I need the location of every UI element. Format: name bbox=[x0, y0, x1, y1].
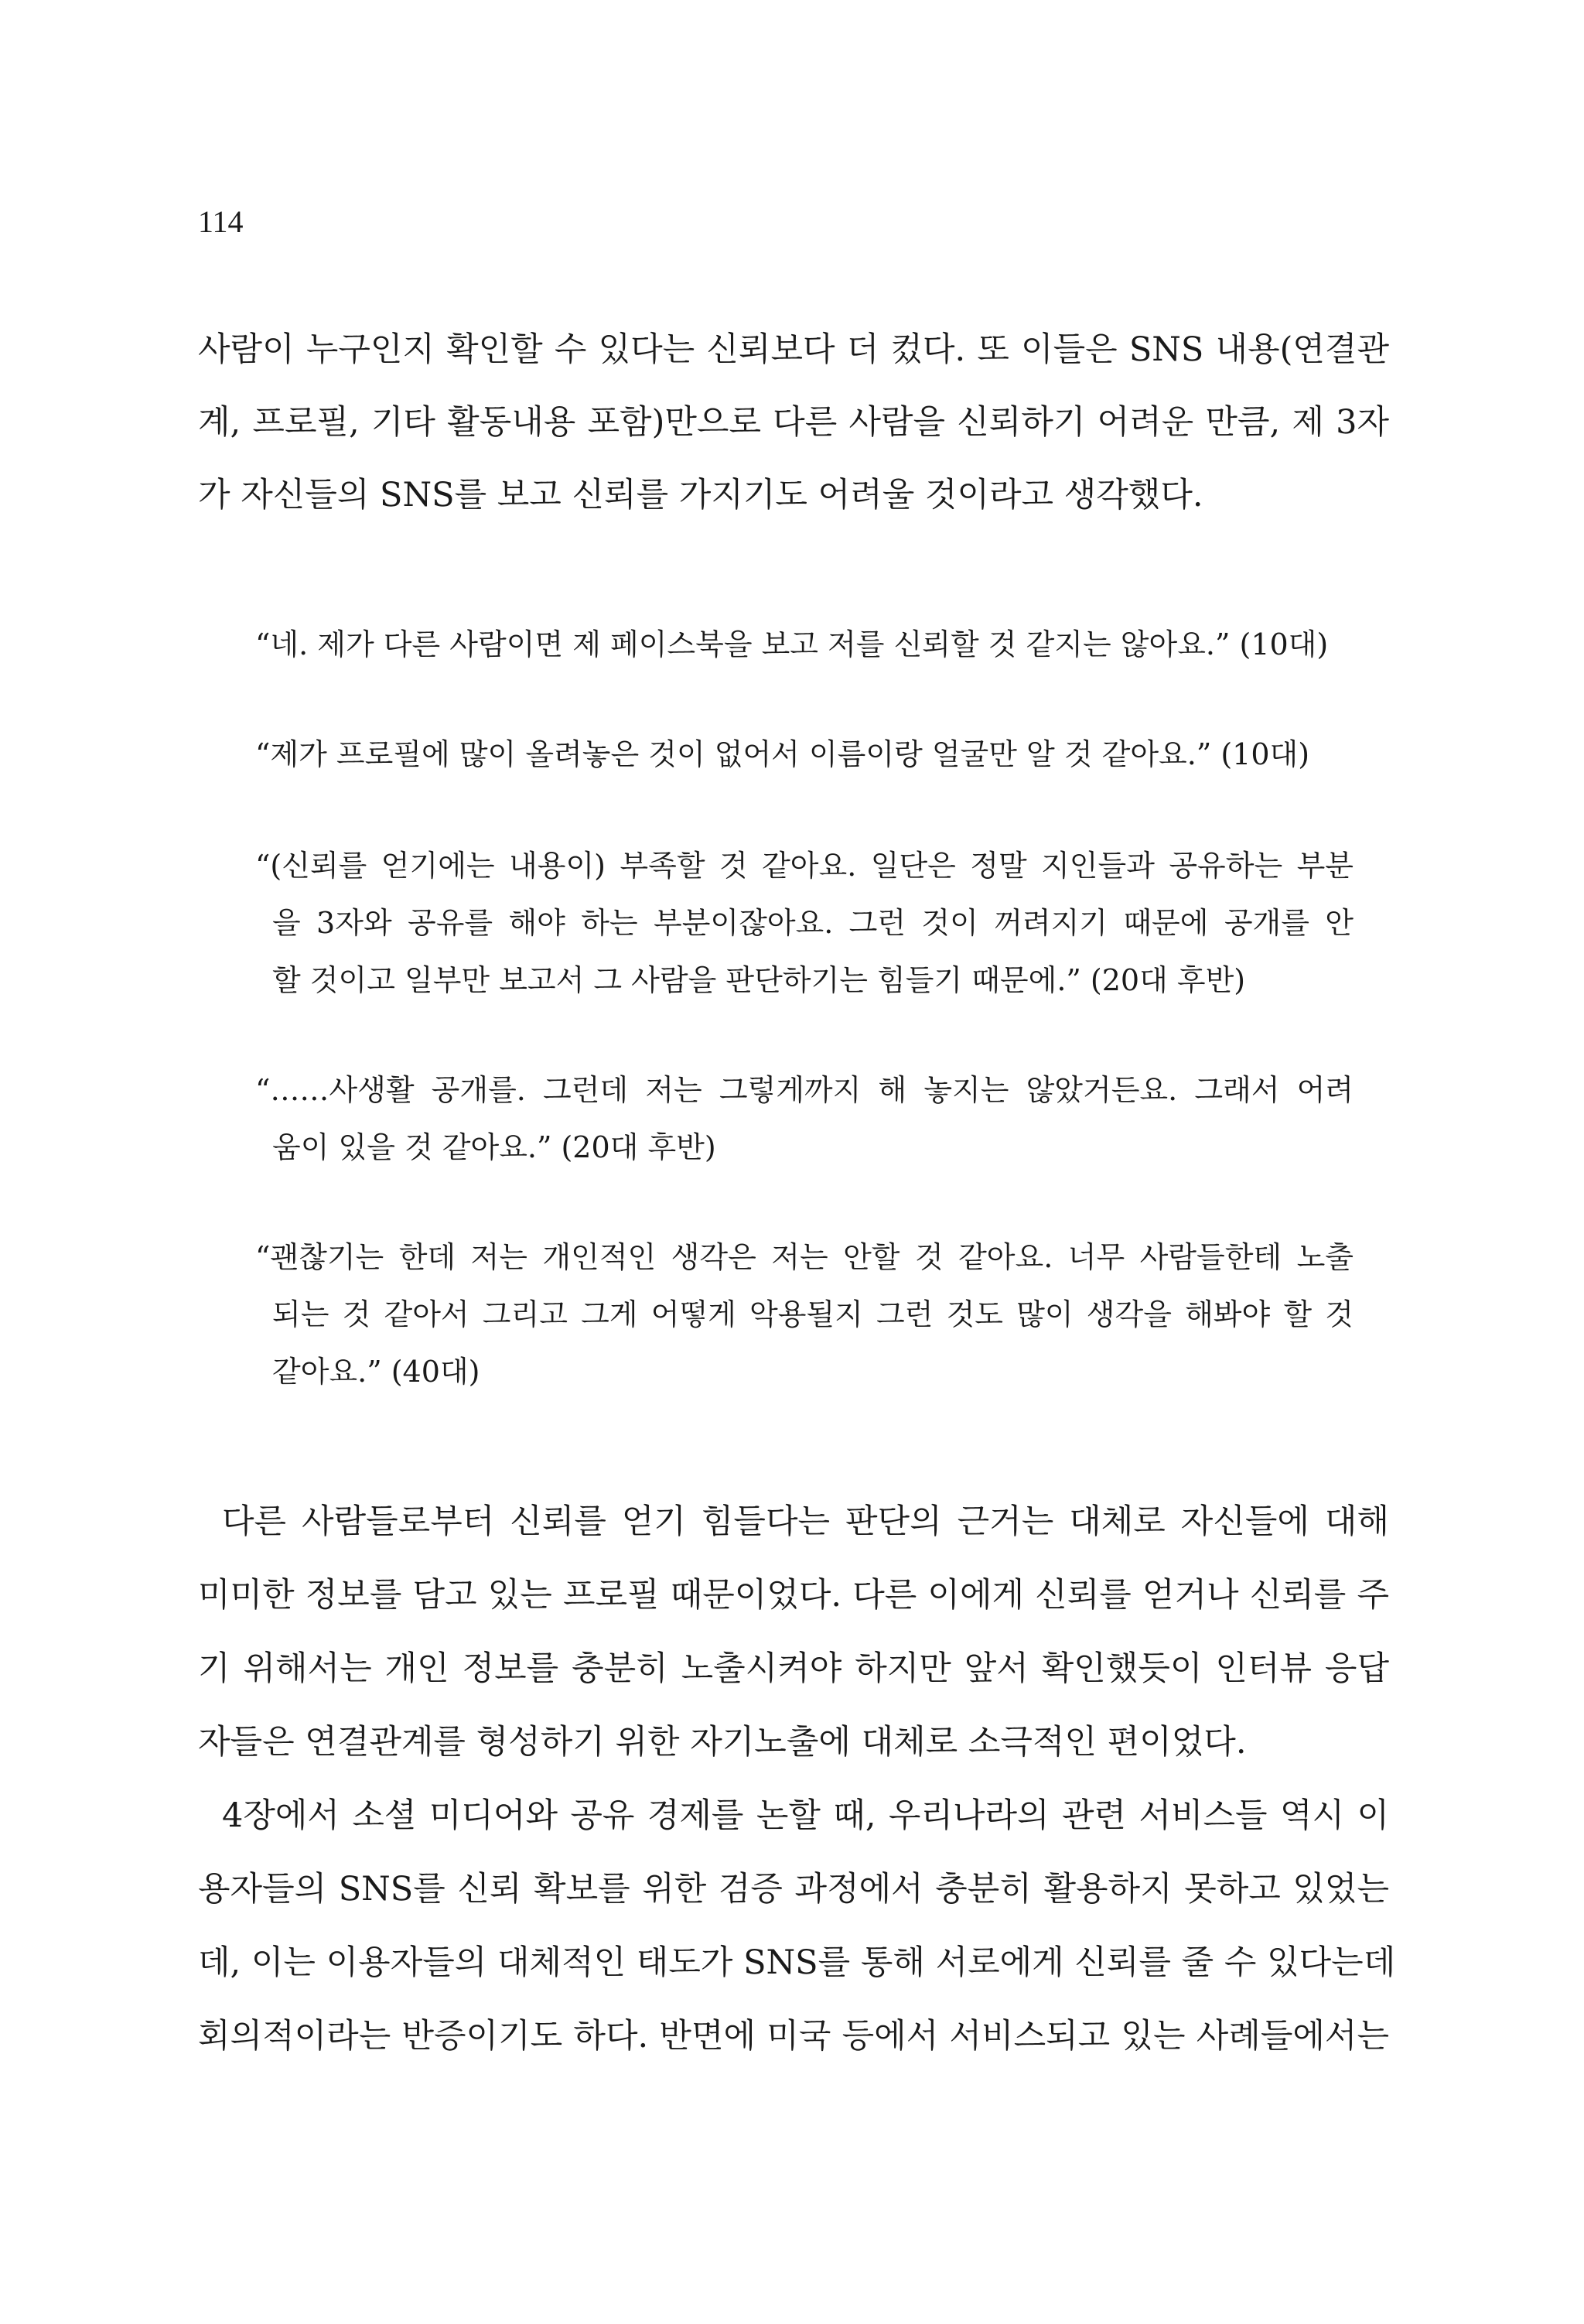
paragraph-line: 미미한 정보를 담고 있는 프로필 때문이었다. 다른 이에게 신뢰를 얻거나 신뢰를 주 bbox=[198, 1576, 1389, 1615]
quote-line: 같아요.” (40대) bbox=[272, 1355, 480, 1389]
quote-line: 을 3자와 공유를 해야 하는 부분이잖아요. 그런 것이 꺼려지기 때문에 공개를 안 bbox=[272, 906, 1354, 940]
page-number: 114 bbox=[198, 204, 244, 239]
paragraph-line: 가 자신들의 SNS를 보고 신뢰를 가지기도 어려울 것이라고 생각했다. bbox=[198, 476, 1203, 514]
paragraph-line: 데, 이는 이용자들의 대체적인 태도가 SNS를 통해 서로에게 신뢰를 줄 수 있다는데 bbox=[198, 1943, 1396, 1982]
quote-line: 되는 것 같아서 그리고 그게 어떻게 악용될지 그런 것도 많이 생각을 해봐야 할 것 bbox=[272, 1297, 1354, 1331]
paragraph-line: 다른 사람들로부터 신뢰를 얻기 힘들다는 판단의 근거는 대체로 자신들에 대해 bbox=[222, 1502, 1389, 1541]
paragraph-line: 4장에서 소셜 미디어와 공유 경제를 논할 때, 우리나라의 관련 서비스들 역시 이 bbox=[222, 1796, 1389, 1835]
quote-line: “……사생활 공개를. 그런데 저는 그렇게까지 해 놓지는 않았거든요. 그래서 어려 bbox=[255, 1073, 1354, 1107]
paragraph-line: 기 위해서는 개인 정보를 충분히 노출시켜야 하지만 앞서 확인했듯이 인터뷰 응답 bbox=[198, 1649, 1389, 1688]
quote-line: 할 것이고 일부만 보고서 그 사람을 판단하기는 힘들기 때문에.” (20대 후반) bbox=[272, 963, 1246, 997]
paragraph-line: 용자들의 SNS를 신뢰 확보를 위한 검증 과정에서 충분히 활용하지 못하고 있었는 bbox=[198, 1870, 1389, 1909]
quote-line: “괜찮기는 한데 저는 개인적인 생각은 저는 안할 것 같아요. 너무 사람들한테 노출 bbox=[255, 1240, 1354, 1274]
quote-line: “제가 프로필에 많이 올려놓은 것이 없어서 이름이랑 얼굴만 알 것 같아요.” (10대) bbox=[255, 737, 1310, 771]
quote-line: “네. 제가 다른 사람이면 제 페이스북을 보고 저를 신뢰할 것 같지는 않아요.” (10대) bbox=[255, 627, 1329, 661]
paragraph-line: 계, 프로필, 기타 활동내용 포함)만으로 다른 사람을 신뢰하기 어려운 만큼, 제 3자 bbox=[198, 403, 1389, 442]
paragraph-line: 사람이 누구인지 확인할 수 있다는 신뢰보다 더 컸다. 또 이들은 SNS 내용(연결관 bbox=[198, 330, 1389, 369]
quote-line: “(신뢰를 얻기에는 내용이) 부족할 것 같아요. 일단은 정말 지인들과 공유하는 부분 bbox=[255, 849, 1354, 883]
quote-line: 움이 있을 것 같아요.” (20대 후반) bbox=[272, 1130, 716, 1164]
paragraph-line: 회의적이라는 반증이기도 하다. 반면에 미국 등에서 서비스되고 있는 사례들에서는 bbox=[198, 2017, 1389, 2056]
paragraph-line: 자들은 연결관계를 형성하기 위한 자기노출에 대체로 소극적인 편이었다. bbox=[198, 1723, 1247, 1762]
